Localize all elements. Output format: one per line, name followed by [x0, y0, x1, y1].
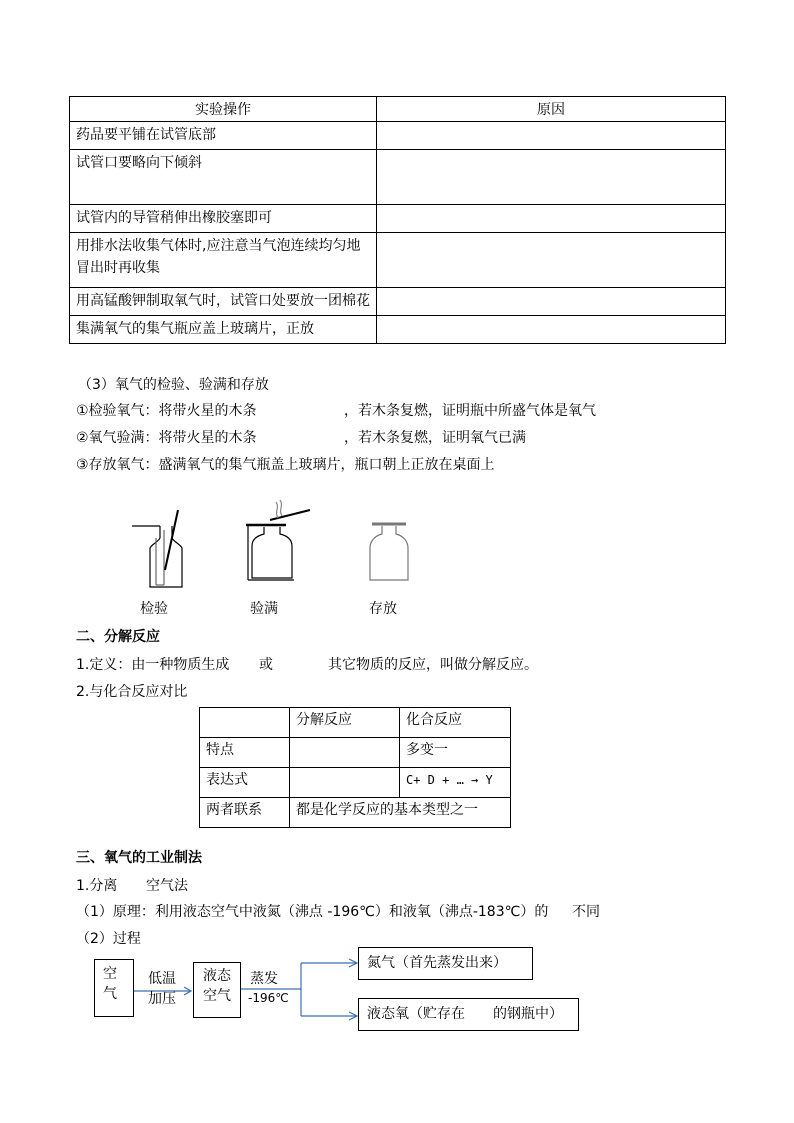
step-evaporate: 蒸发 [250, 971, 278, 987]
table-row [70, 122, 726, 150]
decomposition-feature-cell[interactable] [290, 738, 400, 768]
principle-text-b: 不同 [572, 904, 600, 920]
liquid-air-text: 液态空气 [203, 968, 231, 1004]
compare-heading: 2.与化合反应对比 [76, 684, 188, 700]
air-box [94, 959, 134, 1017]
operation-cell: 试管口要略向下倾斜 [70, 150, 377, 205]
comparison-table [199, 707, 511, 828]
separation-text-a: 1.分离 [76, 878, 118, 894]
definition-a: 1.定义：由一种物质生成 [76, 657, 230, 673]
label-storage: 存放 [369, 601, 397, 617]
operation-cell: 用排水法收集气体时,应注意当气泡连续均匀地冒出时再收集 [70, 233, 377, 288]
reason-cell[interactable] [377, 233, 726, 288]
combination-expression-cell: C+ D + … → Y [400, 768, 511, 798]
step-temperature: -196℃ [248, 991, 289, 1005]
branch-arrow-icon [241, 955, 361, 1025]
full-check-text-a: ②氧气验满：将带火星的木条 [76, 430, 257, 446]
row-label: 特点 [200, 738, 290, 768]
liquid-oxygen-text-a: 液态氧（贮存在 [367, 1006, 465, 1022]
reason-cell[interactable] [377, 205, 726, 233]
decomposition-expression-cell[interactable] [290, 768, 400, 798]
principle-text-a: （1）原理：利用液态空气中液氮（沸点 -196℃）和液氧（沸点-183℃）的 [76, 904, 549, 920]
operation-cell: 试管内的导管稍伸出橡胶塞即可 [70, 205, 377, 233]
industrial-heading: 三、氧气的工业制法 [76, 850, 202, 866]
reason-cell[interactable] [377, 288, 726, 316]
nitrogen-output-box [358, 947, 533, 980]
process-heading: （2）过程 [76, 931, 141, 947]
test-oxygen-text-a: ①检验氧气：将带火星的木条 [76, 403, 257, 419]
header-reason: 原因 [377, 97, 726, 122]
operation-cell: 集满氧气的集气瓶应盖上玻璃片，正放 [70, 316, 377, 344]
header-empty [200, 708, 290, 738]
section3-heading: （3）氧气的检验、验满和存放 [78, 377, 269, 393]
header-operation: 实验操作 [70, 97, 377, 122]
table-row [70, 205, 726, 233]
table-row [200, 798, 511, 828]
reason-cell[interactable] [377, 316, 726, 344]
definition-b: 或 [259, 657, 273, 673]
reason-cell[interactable] [377, 150, 726, 205]
definition-c: 其它物质的反应，叫做分解反应。 [328, 657, 538, 673]
air-box-text: 空气 [103, 966, 117, 1002]
separation-text-b: 空气法 [146, 878, 188, 894]
full-check-bottle-illustration [246, 500, 310, 580]
storage-text: ③存放氧气：盛满氧气的集气瓶盖上玻璃片，瓶口朝上正放在桌面上 [76, 457, 495, 473]
test-bottle-illustration [132, 510, 182, 587]
operation-cell: 药品要平铺在试管底部 [70, 122, 377, 150]
reason-cell[interactable] [377, 122, 726, 150]
table-row [200, 768, 511, 798]
table-row [70, 316, 726, 344]
nitrogen-output-text: 氮气（首先蒸发出来） [367, 955, 507, 971]
liquid-air-box [193, 962, 241, 1018]
table-header-row [200, 708, 511, 738]
full-check-text-b: ，若木条复燃，证明氧气已满 [344, 430, 526, 446]
table-row [70, 150, 726, 205]
header-decomposition: 分解反应 [290, 708, 400, 738]
label-full-check: 验满 [250, 601, 278, 617]
header-combination: 化合反应 [400, 708, 511, 738]
table-row [70, 233, 726, 288]
storage-bottle-illustration [370, 524, 408, 580]
oxygen-apparatus-figure [120, 490, 450, 590]
table-header-row [70, 97, 726, 122]
table-row [70, 288, 726, 316]
experiment-table [69, 96, 726, 344]
test-oxygen-text-b: ，若木条复燃，证明瓶中所盛气体是氧气 [344, 403, 596, 419]
row-label: 两者联系 [200, 798, 290, 828]
table-row [200, 738, 511, 768]
liquid-oxygen-text-b: 的钢瓶中） [493, 1006, 563, 1022]
liquid-oxygen-output-box [358, 998, 579, 1031]
decomposition-heading: 二、分解反应 [76, 629, 160, 645]
label-test: 检验 [140, 601, 168, 617]
relation-cell: 都是化学反应的基本类型之一 [290, 798, 511, 828]
operation-cell: 用高锰酸钾制取氧气时，试管口处要放一团棉花 [70, 288, 377, 316]
combination-feature-cell: 多变一 [400, 738, 511, 768]
row-label: 表达式 [200, 768, 290, 798]
step-low-temp-pressure: 低温加压 [148, 971, 176, 1007]
